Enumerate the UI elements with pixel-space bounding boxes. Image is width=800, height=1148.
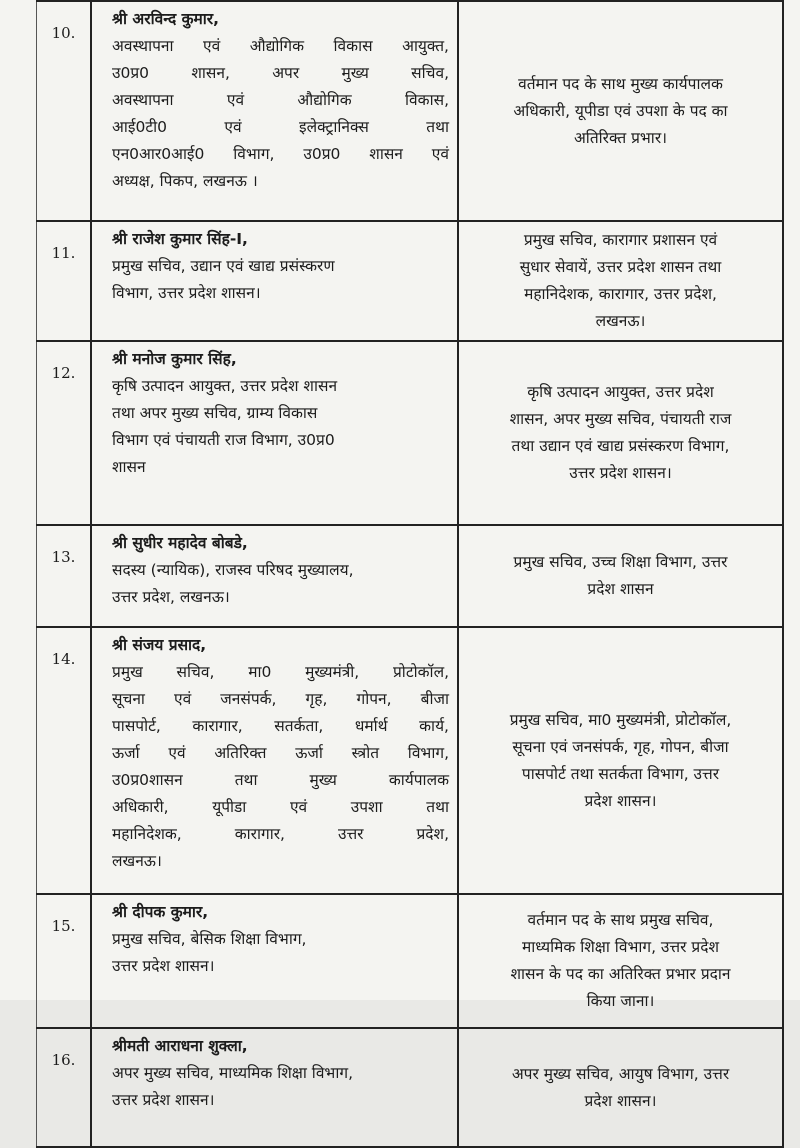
officer-name: श्री दीपक कुमार, bbox=[112, 903, 209, 921]
posting-line: अतिरिक्त प्रभार। bbox=[573, 128, 668, 147]
transfer-orders-table bbox=[36, 0, 784, 1148]
officer-detail-line: उ0प्र0शासन तथा मुख्य कार्यपालक bbox=[112, 771, 449, 789]
posting-line: प्रदेश शासन bbox=[587, 580, 654, 598]
officer-detail-line: विभाग एवं पंचायती राज विभाग, उ0प्र0 bbox=[112, 431, 335, 449]
posting-line: प्रमुख सचिव, उच्च शिक्षा विभाग, उत्तर bbox=[513, 553, 728, 571]
posting-line: उत्तर प्रदेश शासन। bbox=[569, 464, 672, 482]
officer-name: श्रीमती आराधना शुक्ला, bbox=[112, 1037, 248, 1055]
officer-detail-line: आई0टी0 एवं इलेक्ट्रानिक्स तथा bbox=[112, 118, 449, 136]
officer-detail-line: उत्तर प्रदेश शासन। bbox=[112, 957, 215, 975]
officer-detail-line: उ0प्र0 शासन, अपर मुख्य सचिव, bbox=[112, 64, 449, 82]
officer-detail-line: ऊर्जा एवं अतिरिक्त ऊर्जा स्त्रोत विभाग, bbox=[112, 744, 449, 762]
officer-details-cell bbox=[91, 525, 458, 627]
officer-detail-line: अधिकारी, यूपीडा एवं उपशा तथा bbox=[112, 798, 449, 816]
officer-detail-line: अवस्थापना एवं औद्योगिक विकास आयुक्त, bbox=[112, 37, 449, 55]
table-row bbox=[37, 221, 784, 341]
posting-line: माध्यमिक शिक्षा विभाग, उत्तर प्रदेश bbox=[521, 938, 719, 956]
posting-line: महानिदेशक, कारागार, उत्तर प्रदेश, bbox=[524, 285, 717, 303]
officer-details-cell bbox=[91, 627, 458, 894]
serial-number: 16. bbox=[37, 1028, 92, 1147]
serial-number: 13. bbox=[37, 525, 92, 627]
table-row bbox=[37, 1, 784, 221]
posting-line: वर्तमान पद के साथ प्रमुख सचिव, bbox=[527, 911, 714, 929]
officer-detail-line: विभाग, उत्तर प्रदेश शासन। bbox=[112, 284, 261, 302]
officer-name: श्री अरविन्द कुमार, bbox=[112, 10, 220, 28]
officer-name: श्री संजय प्रसाद, bbox=[112, 636, 207, 654]
officer-detail-line: सूचना एवं जनसंपर्क, गृह, गोपन, बीजा bbox=[112, 690, 449, 708]
new-posting-cell bbox=[458, 341, 783, 525]
officer-name: श्री राजेश कुमार सिंह-I, bbox=[112, 230, 248, 248]
posting-line: अपर मुख्य सचिव, आयुष विभाग, उत्तर bbox=[511, 1064, 730, 1083]
officer-details-cell bbox=[91, 1, 458, 221]
new-posting-cell bbox=[458, 894, 783, 1028]
officer-detail-line: प्रमुख सचिव, उद्यान एवं खाद्य प्रसंस्करण bbox=[112, 257, 335, 275]
officer-details-cell bbox=[91, 894, 458, 1028]
new-posting-cell bbox=[458, 221, 783, 341]
officer-name: श्री सुधीर महादेव बोबडे, bbox=[112, 534, 248, 552]
officer-detail-line: उत्तर प्रदेश शासन। bbox=[112, 1091, 215, 1109]
officer-detail-line: लखनऊ। bbox=[112, 852, 162, 870]
table-row bbox=[37, 627, 784, 894]
table-row bbox=[37, 1028, 784, 1147]
posting-line: अधिकारी, यूपीडा एवं उपशा के पद का bbox=[513, 101, 728, 120]
officer-detail-line: पासपोर्ट, कारागार, सतर्कता, धर्मार्थ कार्य, bbox=[112, 717, 449, 735]
posting-line: प्रमुख सचिव, कारागार प्रशासन एवं bbox=[523, 231, 718, 249]
officer-details-cell bbox=[91, 221, 458, 341]
posting-line: लखनऊ। bbox=[595, 312, 646, 330]
officer-name: श्री मनोज कुमार सिंह, bbox=[112, 350, 237, 368]
table-row bbox=[37, 341, 784, 525]
officer-detail-line: प्रमुख सचिव, बेसिक शिक्षा विभाग, bbox=[112, 930, 307, 948]
serial-number: 15. bbox=[37, 894, 92, 1028]
officer-detail-line: प्रमुख सचिव, मा0 मुख्यमंत्री, प्रोटोकॉल, bbox=[112, 663, 449, 681]
posting-line: प्रदेश शासन। bbox=[584, 1091, 657, 1110]
officer-detail-line: उत्तर प्रदेश, लखनऊ। bbox=[112, 588, 230, 606]
posting-line: कृषि उत्पादन आयुक्त, उत्तर प्रदेश bbox=[527, 383, 714, 401]
new-posting-cell bbox=[458, 627, 783, 894]
new-posting-cell bbox=[458, 1, 783, 221]
serial-number: 10. bbox=[37, 1, 92, 221]
serial-number: 14. bbox=[37, 627, 92, 894]
posting-line: सुधार सेवायें, उत्तर प्रदेश शासन तथा bbox=[519, 258, 722, 276]
posting-line: पासपोर्ट तथा सतर्कता विभाग, उत्तर bbox=[521, 764, 720, 783]
new-posting-cell bbox=[458, 1028, 783, 1147]
officer-detail-line: अपर मुख्य सचिव, माध्यमिक शिक्षा विभाग, bbox=[112, 1064, 353, 1082]
officer-detail-line: शासन bbox=[112, 458, 146, 476]
officer-detail-line: सदस्य (न्यायिक), राजस्व परिषद मुख्यालय, bbox=[112, 561, 354, 579]
officer-detail-line: कृषि उत्पादन आयुक्त, उत्तर प्रदेश शासन bbox=[112, 377, 338, 395]
table-row bbox=[37, 894, 784, 1028]
officer-details-cell bbox=[91, 1028, 458, 1147]
posting-line: प्रमुख सचिव, मा0 मुख्यमंत्री, प्रोटोकॉल, bbox=[509, 710, 732, 729]
officer-details-cell bbox=[91, 341, 458, 525]
officer-detail-line: एन0आर0आई0 विभाग, उ0प्र0 शासन एवं bbox=[112, 145, 449, 163]
officer-detail-line: अवस्थापना एवं औद्योगिक विकास, bbox=[112, 91, 449, 109]
officer-detail-line: महानिदेशक, कारागार, उत्तर प्रदेश, bbox=[112, 825, 449, 843]
posting-line: वर्तमान पद के साथ मुख्य कार्यपालक bbox=[518, 74, 723, 93]
officer-detail-line: अध्यक्ष, पिकप, लखनऊ । bbox=[112, 172, 258, 190]
new-posting-cell bbox=[458, 525, 783, 627]
posting-line: शासन के पद का अतिरिक्त प्रभार प्रदान bbox=[510, 965, 731, 983]
posting-line: सूचना एवं जनसंपर्क, गृह, गोपन, बीजा bbox=[512, 737, 729, 756]
posting-line: प्रदेश शासन। bbox=[584, 791, 657, 810]
posting-line: तथा उद्यान एवं खाद्य प्रसंस्करण विभाग, bbox=[511, 437, 730, 455]
table-row bbox=[37, 525, 784, 627]
officer-detail-line: तथा अपर मुख्य सचिव, ग्राम्य विकास bbox=[112, 404, 318, 422]
posting-line: शासन, अपर मुख्य सचिव, पंचायती राज bbox=[509, 410, 732, 428]
posting-line: किया जाना। bbox=[586, 992, 655, 1010]
serial-number: 12. bbox=[37, 341, 92, 525]
serial-number: 11. bbox=[37, 221, 92, 341]
